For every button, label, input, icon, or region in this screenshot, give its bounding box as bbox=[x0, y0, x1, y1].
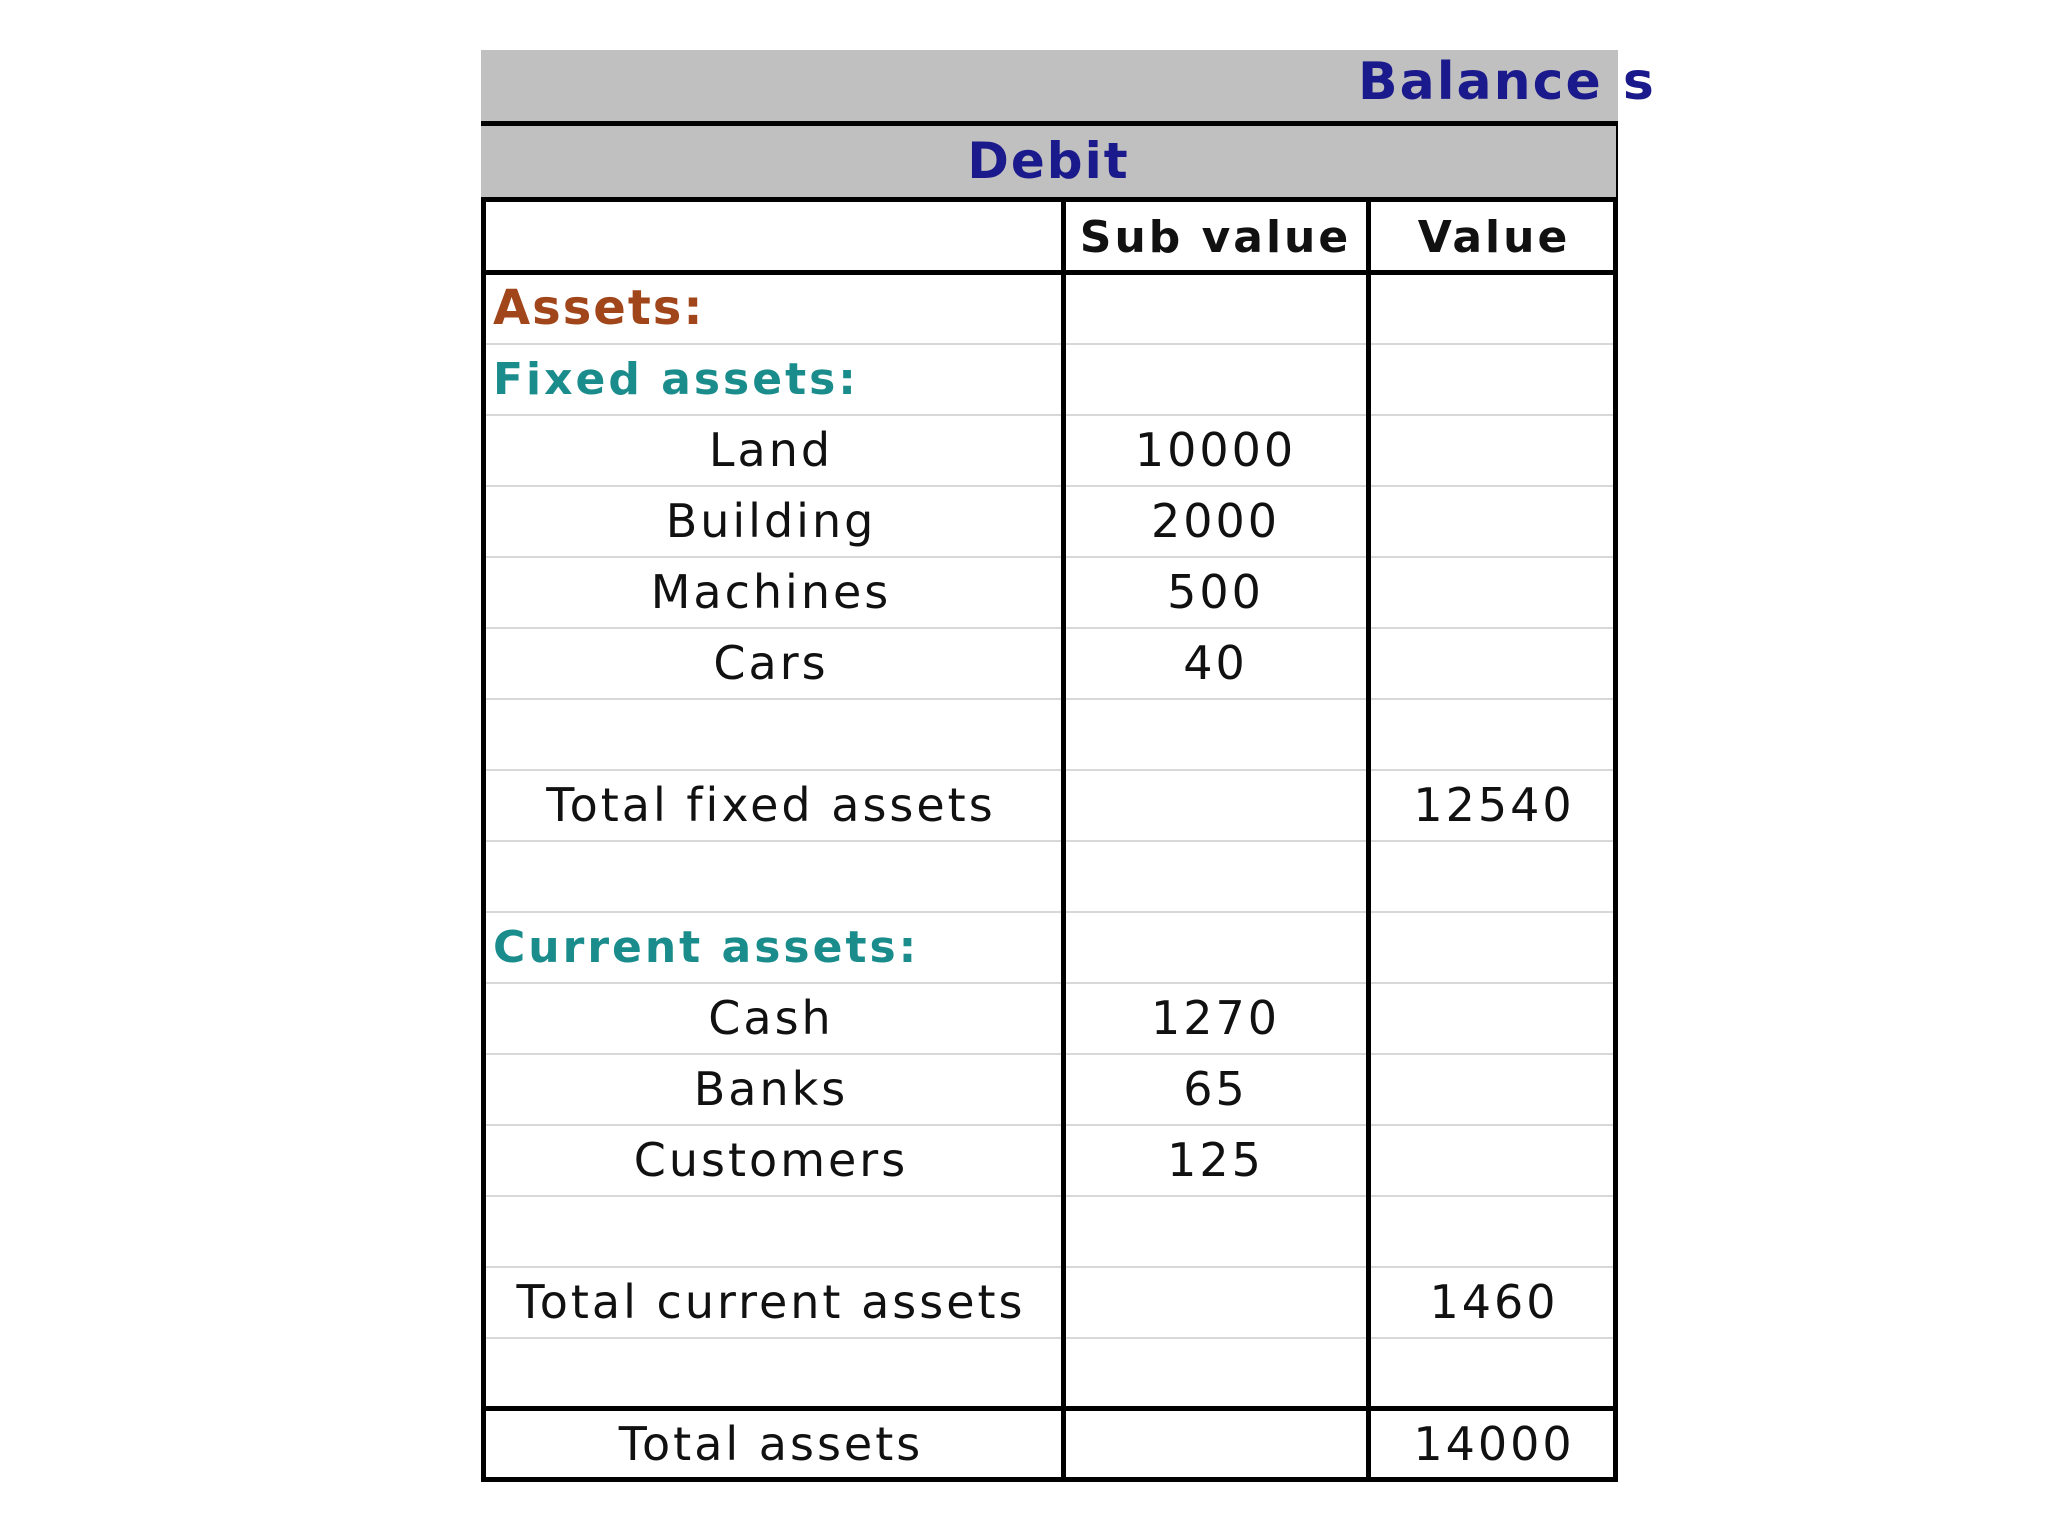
row-value bbox=[1370, 841, 1618, 912]
row-label: Customers bbox=[633, 1133, 909, 1187]
row-divider bbox=[481, 1053, 1618, 1055]
row-value bbox=[1370, 1196, 1618, 1267]
table-row bbox=[481, 415, 1618, 486]
row-value bbox=[1370, 1338, 1618, 1409]
row-sub-value bbox=[1065, 841, 1366, 912]
column-header-sub-value: Sub value bbox=[1079, 212, 1352, 263]
row-divider bbox=[481, 911, 1618, 913]
column-divider-1 bbox=[1061, 202, 1066, 1480]
left-border bbox=[481, 202, 486, 1480]
table-row bbox=[481, 628, 1618, 699]
row-label: Total fixed assets bbox=[546, 778, 996, 832]
row-label: Fixed assets: bbox=[493, 354, 859, 405]
row-value bbox=[1370, 628, 1618, 699]
balance-table bbox=[481, 202, 1618, 1480]
row-label: Total current assets bbox=[516, 1275, 1026, 1329]
row-label bbox=[481, 699, 1061, 770]
row-sub-value: 125 bbox=[1167, 1133, 1264, 1187]
right-border bbox=[1613, 202, 1618, 1480]
column-header-value: Value bbox=[1417, 212, 1571, 263]
title-bar bbox=[481, 50, 1656, 126]
row-value bbox=[1370, 1125, 1618, 1196]
balance-sheet bbox=[481, 50, 1656, 1498]
table-row bbox=[481, 1054, 1618, 1125]
row-value bbox=[1370, 983, 1618, 1054]
debit-header bbox=[481, 126, 1618, 202]
row-divider bbox=[481, 769, 1618, 771]
row-divider bbox=[481, 485, 1618, 487]
row-divider bbox=[481, 1195, 1618, 1197]
row-divider bbox=[481, 627, 1618, 629]
row-label: Cash bbox=[708, 991, 834, 1045]
row-divider bbox=[481, 1337, 1618, 1339]
row-sub-value: 500 bbox=[1167, 565, 1264, 619]
column-header-row bbox=[481, 202, 1618, 273]
row-label: Land bbox=[708, 423, 834, 477]
row-value bbox=[1370, 557, 1618, 628]
row-sub-value: 10000 bbox=[1134, 423, 1297, 477]
row-sub-value bbox=[1065, 273, 1366, 344]
column-header-item bbox=[481, 202, 1061, 273]
table-row bbox=[481, 770, 1618, 841]
table-row bbox=[481, 841, 1618, 912]
table-row bbox=[481, 912, 1618, 983]
row-label: Total assets bbox=[618, 1417, 924, 1471]
row-divider bbox=[481, 1477, 1618, 1482]
row-sub-value bbox=[1065, 699, 1366, 770]
row-value bbox=[1370, 486, 1618, 557]
row-label: Cars bbox=[713, 636, 829, 690]
row-label bbox=[481, 1196, 1061, 1267]
row-label: Building bbox=[665, 494, 877, 548]
row-divider bbox=[481, 1266, 1618, 1268]
table-row bbox=[481, 557, 1618, 628]
row-sub-value bbox=[1065, 770, 1366, 841]
row-label: Banks bbox=[693, 1062, 849, 1116]
row-value bbox=[1370, 344, 1618, 415]
row-value bbox=[1370, 699, 1618, 770]
row-divider bbox=[481, 556, 1618, 558]
row-value bbox=[1370, 912, 1618, 983]
sheet-title: Balance s bbox=[1358, 52, 1656, 112]
row-value: 14000 bbox=[1413, 1417, 1575, 1471]
row-divider bbox=[481, 1124, 1618, 1126]
row-label: Current assets: bbox=[493, 922, 920, 973]
row-label bbox=[481, 841, 1061, 912]
table-row bbox=[481, 1267, 1618, 1338]
row-sub-value: 2000 bbox=[1150, 494, 1281, 548]
row-divider bbox=[481, 1406, 1618, 1411]
table-row bbox=[481, 273, 1618, 344]
column-divider-2 bbox=[1366, 202, 1371, 1480]
row-value: 12540 bbox=[1413, 778, 1575, 832]
table-body bbox=[481, 273, 1618, 1480]
row-value bbox=[1370, 273, 1618, 344]
table-row bbox=[481, 1338, 1618, 1409]
row-sub-value: 40 bbox=[1183, 636, 1248, 690]
row-sub-value: 1270 bbox=[1150, 991, 1281, 1045]
row-label: Assets: bbox=[493, 280, 705, 336]
row-sub-value: 65 bbox=[1183, 1062, 1248, 1116]
row-value bbox=[1370, 415, 1618, 486]
table-row bbox=[481, 983, 1618, 1054]
row-divider bbox=[481, 840, 1618, 842]
row-divider bbox=[481, 698, 1618, 700]
table-row bbox=[481, 1196, 1618, 1267]
row-sub-value bbox=[1065, 344, 1366, 415]
row-divider bbox=[481, 982, 1618, 984]
row-sub-value bbox=[1065, 1267, 1366, 1338]
row-divider bbox=[481, 343, 1618, 345]
row-value: 1460 bbox=[1429, 1275, 1559, 1329]
row-sub-value bbox=[1065, 1338, 1366, 1409]
table-row bbox=[481, 344, 1618, 415]
table-row bbox=[481, 486, 1618, 557]
row-sub-value bbox=[1065, 1196, 1366, 1267]
table-row bbox=[481, 699, 1618, 770]
row-label: Machines bbox=[650, 565, 892, 619]
debit-label: Debit bbox=[967, 132, 1130, 190]
row-label bbox=[481, 1338, 1061, 1409]
table-row bbox=[481, 1125, 1618, 1196]
total-row bbox=[481, 1409, 1618, 1480]
row-sub-value bbox=[1065, 912, 1366, 983]
row-divider bbox=[481, 270, 1618, 275]
row-value bbox=[1370, 1054, 1618, 1125]
row-divider bbox=[481, 414, 1618, 416]
row-sub-value bbox=[1065, 1409, 1366, 1480]
